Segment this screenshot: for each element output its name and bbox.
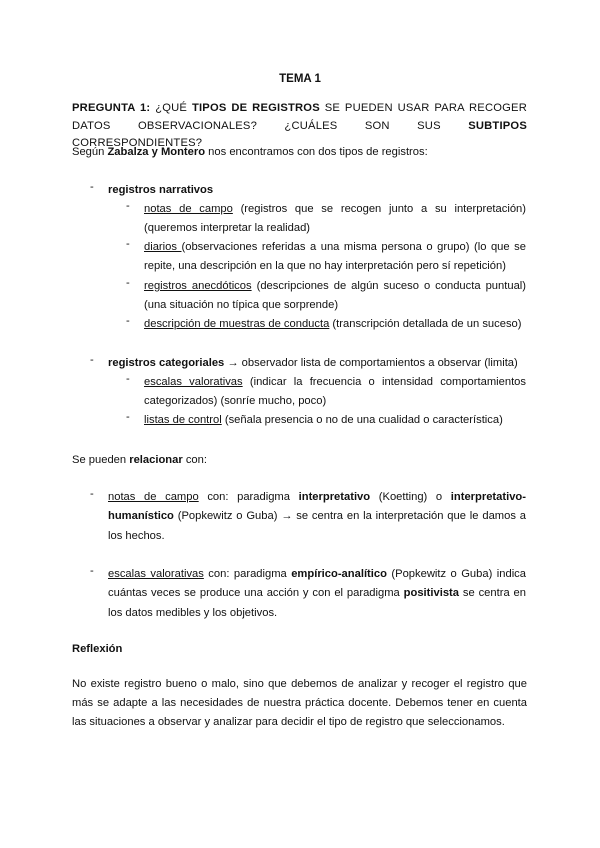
relation-text-3: (Popkewitz o Guba) → se centra en la interpretación que le damos a los hechos. <box>108 510 526 542</box>
sublist-item-text <box>144 277 526 316</box>
item-term: descripción de muestras de conducta <box>144 318 330 330</box>
narrative-title-text: registros narrativos <box>108 184 214 196</box>
question-bold-2: SUBTIPOS <box>468 119 527 132</box>
sublist-item-text <box>144 238 526 277</box>
intro-paragraph <box>72 143 527 162</box>
relation-text <box>108 565 526 623</box>
item-term: notas de campo <box>144 203 233 215</box>
reflection-paragraph: No existe registro bueno o malo, sino que debemos de analizar y recoger el registro que más se adapte a las necesidades de nuestra práctica docente. Debemos tener en cuenta las situaciones a observar y analizar para decidir el tipo de registro que seleccionamos. <box>72 678 527 729</box>
item-term: diarios <box>144 241 182 253</box>
relate-paragraph <box>72 451 527 470</box>
bullet-dash: - <box>126 315 130 327</box>
question-label: PREGUNTA 1: <box>72 102 151 114</box>
relation-text-3: se centra en los datos medibles y los objetivos. <box>108 587 526 619</box>
categorical-desc: → observador lista de comportamientos a observar (limita) <box>224 357 518 369</box>
bullet-dash: - <box>126 238 130 250</box>
item-desc: (indicar la frecuencia o intensidad comportamientos categorizados) (sonríe mucho, poco) <box>144 376 526 408</box>
bullet-dash: - <box>90 565 94 577</box>
relate-bold: relacionar <box>129 454 183 466</box>
reflection-heading <box>72 640 527 659</box>
intro-text-2: nos encontramos con dos tipos de registros: <box>205 146 428 158</box>
relation-bold-2: interpretativo-humanístico <box>108 491 526 523</box>
bullet-dash: - <box>126 373 130 385</box>
sublist-item-text <box>144 315 526 334</box>
intro-authors: Zabalza y Montero <box>107 146 206 158</box>
bullet-dash: - <box>90 354 94 366</box>
bullet-dash: - <box>126 200 130 212</box>
relation-bold-2: positivista <box>403 587 459 600</box>
item-desc: (registros que se recogen junto a su interpretación) (queremos interpretar la realidad) <box>144 203 526 235</box>
relation-bold-1: interpretativo <box>298 491 371 503</box>
item-desc: (observaciones referidas a una misma persona o grupo) (lo que se repite, una descripción en la que no hay interpretación pero sí repetición) <box>144 241 526 273</box>
question-bold-1: TIPOS DE REGISTROS <box>191 102 320 114</box>
item-desc: (transcripción detallada de un suceso) <box>329 318 522 330</box>
relation-text-1: con: paradigma <box>198 491 299 503</box>
bullet-dash: - <box>90 181 94 193</box>
question-text-2: SE PUEDEN USAR PARA RECOGER DATOS OBSERVACIONALES? ¿CUÁLES SON SUS <box>72 102 527 132</box>
bullet-dash: - <box>126 277 130 289</box>
relation-bold-1: empírico-analítico <box>291 568 387 580</box>
relation-text-2: (Koetting) o <box>370 491 451 503</box>
sublist-item-text <box>144 373 526 412</box>
relation-term: notas de campo <box>108 491 199 503</box>
question-text-1: ¿QUÉ <box>150 102 192 114</box>
relation-term: escalas valorativas <box>108 568 204 580</box>
sublist-item-text <box>144 200 526 239</box>
categorical-title: registros categoriales <box>108 357 225 369</box>
bullet-dash: - <box>126 411 130 423</box>
intro-text-1: Según <box>72 146 108 158</box>
reflection-heading-text: Reflexión <box>72 643 123 655</box>
item-term: listas de control <box>144 414 222 426</box>
question-text-3: CORRESPONDIENTES? <box>72 137 203 149</box>
narrative-title <box>108 181 533 200</box>
item-term: registros anecdóticos <box>144 280 252 292</box>
relation-text-2: (Popkewitz o Guba) indica cuántas veces se produce una acción y con el paradigma <box>108 568 526 600</box>
relation-text-1: con: paradigma <box>203 568 292 580</box>
relation-text <box>108 488 526 546</box>
item-term: escalas valorativas <box>144 376 243 388</box>
sublist-item-text <box>144 411 526 430</box>
categorical-line <box>108 354 533 373</box>
relate-text-2: con: <box>182 454 207 466</box>
item-desc: (señala presencia o no de una cualidad o característica) <box>221 414 503 426</box>
document-title: TEMA 1 <box>279 73 321 85</box>
item-desc: (descripciones de algún suceso o conducta puntual) (una situación no típica que sorprende) <box>144 280 526 312</box>
relate-text-1: Se pueden <box>72 454 130 466</box>
bullet-dash: - <box>90 488 94 500</box>
